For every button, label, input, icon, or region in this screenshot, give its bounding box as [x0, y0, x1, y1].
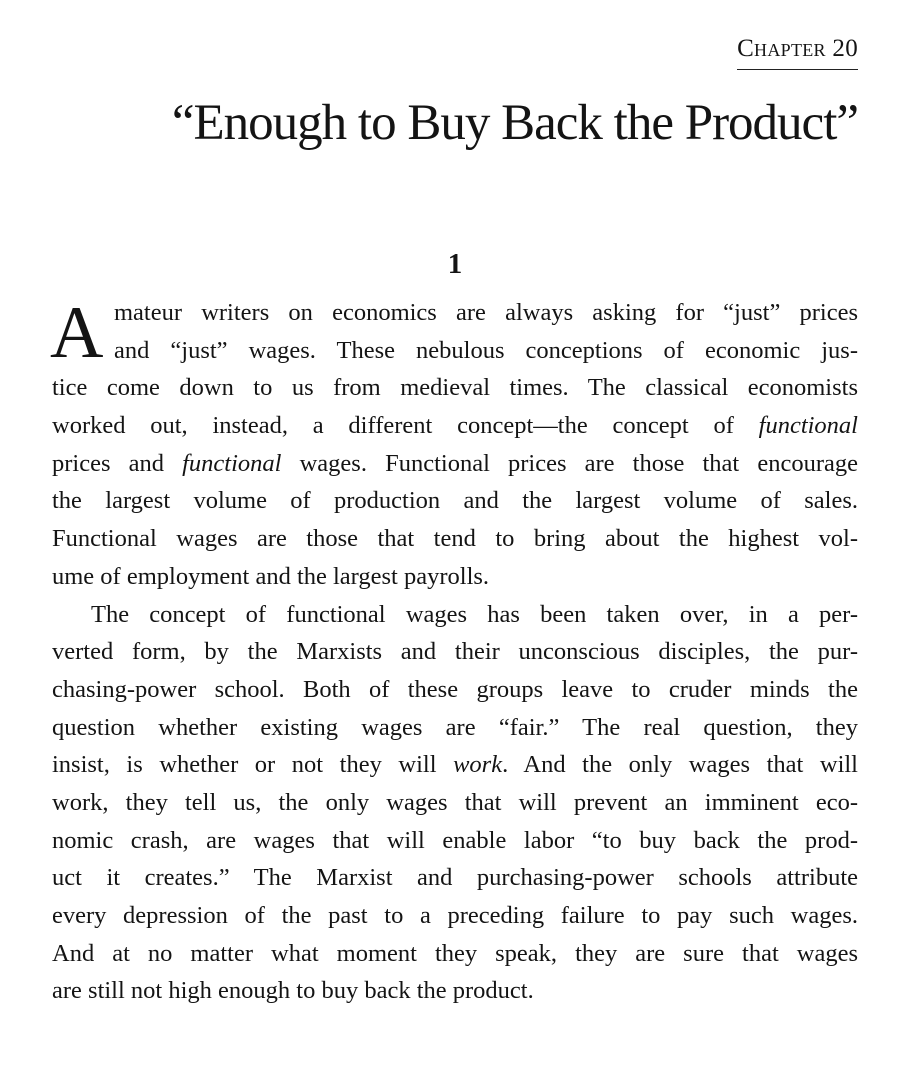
- italic-term: work: [453, 751, 503, 779]
- text-line: question whether existing wages are “fair.” The real question, they: [52, 713, 858, 741]
- chapter-title: “Enough to Buy Back the Product”: [171, 95, 858, 151]
- section-number: 1: [447, 248, 463, 280]
- paragraph-2: [52, 596, 858, 1011]
- text-line: mateur writers on economics are always asking for “just” prices: [114, 299, 858, 326]
- text-line: uct it creates.” The Marxist and purchasing-power schools attribute: [52, 864, 858, 892]
- text-run: worked out, instead, a different concept—the concept of: [52, 412, 759, 440]
- text-line: [52, 746, 858, 784]
- text-line: work, they tell us, the only wages that will prevent an imminent eco-: [52, 788, 858, 816]
- text-line: are still not high enough to buy back the product.: [52, 977, 534, 1005]
- italic-term: functional: [758, 412, 858, 440]
- text-line: [52, 407, 858, 445]
- text-run: . And the only wages that will: [502, 751, 858, 779]
- text-line: chasing-power school. Both of these groups leave to cruder minds the: [52, 675, 858, 703]
- text-line: nomic crash, are wages that will enable labor “to buy back the prod-: [52, 826, 858, 854]
- text-line: And at no matter what moment they speak, they are sure that wages: [52, 939, 858, 967]
- text-run: insist, is whether or not they will: [52, 751, 454, 779]
- chapter-label: Chapter 20: [737, 33, 858, 70]
- text-line: [52, 445, 858, 483]
- text-line: The concept of functional wages has been taken over, in a per-: [91, 600, 858, 628]
- text-line: and “just” wages. These nebulous conceptions of economic jus-: [114, 336, 858, 364]
- paragraph-1: [52, 294, 858, 596]
- italic-term: functional: [182, 449, 282, 477]
- text-line: tice come down to us from medieval times. The classical economists: [52, 374, 858, 402]
- text-line: the largest volume of production and the largest volume of sales.: [52, 487, 858, 515]
- text-run: prices and: [52, 449, 183, 477]
- text-line: verted form, by the Marxists and their unconscious disciples, the pur-: [52, 638, 858, 666]
- text-run: wages. Functional prices are those that encourage: [281, 449, 858, 477]
- drop-cap: A: [50, 292, 104, 374]
- text-line: Functional wages are those that tend to bring about the highest vol-: [52, 525, 858, 553]
- text-line: ume of employment and the largest payrolls.: [52, 562, 490, 590]
- body-text: [52, 294, 858, 1010]
- text-line: every depression of the past to a preceding failure to pay such wages.: [52, 902, 858, 929]
